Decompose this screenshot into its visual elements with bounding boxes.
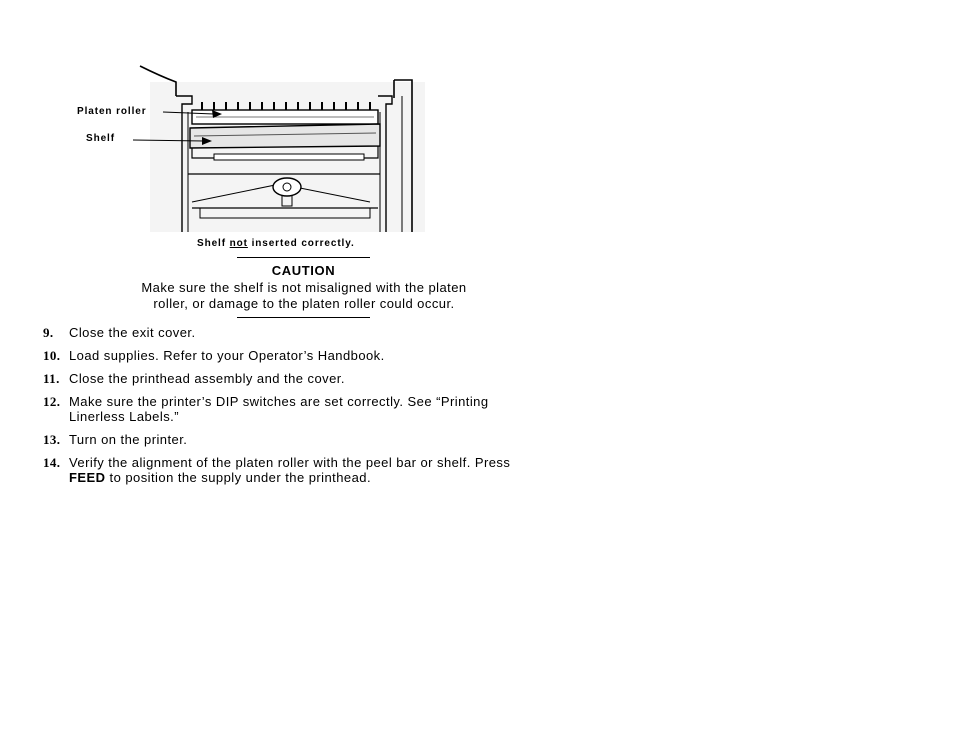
caution-title: CAUTION	[271, 263, 336, 278]
procedure-steps	[43, 325, 573, 493]
step-text-rest: to position the supply under the printhead.	[105, 470, 372, 485]
step-number: 12.	[43, 394, 61, 409]
step-item	[43, 371, 573, 386]
step-item	[43, 325, 573, 340]
step-number: 9.	[43, 325, 54, 340]
step-item	[43, 432, 573, 447]
figure-caption	[197, 238, 355, 249]
shelf-drawing	[190, 124, 380, 160]
caution-top-rule	[237, 257, 370, 258]
caption-underlined: not	[229, 238, 248, 249]
printer-shelf-illustration	[130, 62, 430, 234]
feed-key-label: FEED	[69, 470, 106, 485]
step-text: Close the printhead assembly and the cover.	[69, 371, 345, 386]
step-text: Make sure the printer’s DIP switches are set correctly. See “Printing	[69, 394, 489, 409]
caution-line-1: Make sure the shelf is not misaligned with the platen	[141, 280, 467, 295]
step-text: Turn on the printer.	[69, 432, 188, 447]
caution-bottom-rule	[237, 317, 370, 318]
platen-roller-label: Platen roller	[77, 106, 147, 117]
step-number: 11.	[43, 371, 60, 386]
caution-text	[113, 280, 495, 312]
caption-before: Shelf	[197, 238, 230, 249]
shelf-label: Shelf	[86, 133, 115, 144]
caption-after: inserted correctly.	[247, 238, 355, 249]
step-number: 10.	[43, 348, 61, 363]
step-item	[43, 455, 573, 485]
caution-line-2: roller, or damage to the platen roller could occur.	[153, 296, 455, 311]
step-text: Verify the alignment of the platen roller with the peel bar or shelf. Press	[69, 455, 511, 470]
step-item	[43, 348, 573, 363]
step-number: 14.	[43, 455, 61, 470]
step-text: Close the exit cover.	[69, 325, 196, 340]
step-item	[43, 394, 573, 424]
step-text-continued	[69, 470, 573, 485]
step-number: 13.	[43, 432, 61, 447]
step-text-continued: Linerless Labels.”	[69, 409, 179, 424]
step-text: Load supplies. Refer to your Operator’s Handbook.	[69, 348, 385, 363]
